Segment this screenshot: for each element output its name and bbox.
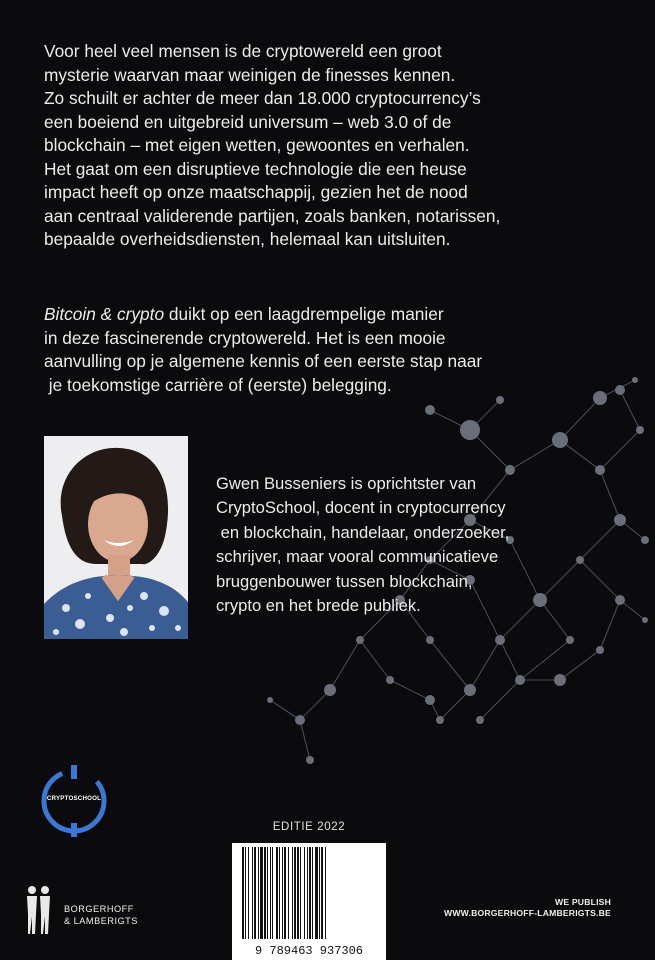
barcode-bar: [294, 847, 296, 939]
publisher-name-line: & LAMBERIGTS: [64, 915, 138, 926]
intro-line: impact heeft op onze maatschappij, gezien het de nood: [44, 182, 468, 202]
publisher-name-line: BORGERHOFF: [64, 904, 134, 914]
intro-line: Het gaat om een disruptieve technologie die een heuse: [44, 158, 467, 179]
barcode-bar: [252, 847, 253, 939]
summary-line: aanvulling op je algemene kennis of een eerste stap naar: [44, 351, 483, 371]
edition-label: EDITIE 2022: [272, 821, 346, 833]
barcode-bar: [288, 847, 289, 939]
intro-line: aan centraal validerende partijen, zoals banken, notarissen,: [44, 205, 501, 226]
barcode-bar: [304, 847, 305, 939]
barcode-digits: 9 789463 937306: [254, 944, 364, 958]
barcode-bar: [260, 847, 263, 939]
summary-paragraph: [44, 303, 624, 397]
intro-line: een boeiend en uitgebreid universum – web 3.0 of de: [44, 111, 452, 132]
barcode-bar: [245, 847, 246, 939]
barcode-bar: [325, 847, 326, 939]
bio-line: crypto en het brede publiek.: [216, 596, 421, 616]
bio-line: en blockchain, handelaar, onderzoeker,: [216, 522, 510, 542]
barcode-bar: [270, 847, 271, 939]
publisher-info: [444, 897, 611, 919]
barcode-bar: [254, 847, 256, 939]
intro-line: bepaalde overheidsdiensten, helemaal kan uitsluiten.: [44, 229, 451, 249]
barcode-bar: [258, 847, 259, 939]
barcode-bar: [282, 847, 283, 939]
bio-line: CryptoSchool, docent in cryptocurrency: [216, 498, 506, 518]
isbn-barcode: [232, 843, 386, 960]
barcode-bar: [297, 847, 299, 939]
cryptoschool-logo-text: CRYPTOSCHOOL: [46, 795, 102, 802]
barcode-bar: [279, 847, 280, 939]
intro-line: Zo schuilt er achter de meer dan 18.000 cryptocurrency’s: [44, 88, 481, 108]
author-photo: [44, 436, 188, 639]
bio-line: Gwen Busseniers is oprichtster van: [216, 474, 477, 493]
publisher-name: [64, 904, 138, 927]
barcode-bar: [276, 847, 278, 939]
barcode-bar: [292, 847, 293, 939]
summary-line: [44, 303, 624, 327]
barcode-bar: [267, 847, 268, 939]
publisher-website: WWW.BORGERHOFF-LAMBERIGTS.BE: [444, 908, 611, 918]
intro-line: mysterie waarvan maar weinigen de finesses kennen.: [44, 64, 456, 85]
summary-line: in deze fascinerende cryptowereld. Het is een mooie: [44, 327, 446, 348]
bio-line: schrijver, maar vooral communicatieve: [216, 547, 499, 567]
barcode-bar: [242, 847, 244, 939]
barcode-bar: [284, 847, 286, 939]
barcode-bar: [319, 847, 320, 939]
book-title: Bitcoin & crypto: [44, 304, 165, 324]
barcode-bar: [248, 847, 249, 939]
publisher-figures-icon: [24, 884, 54, 936]
author-bio: [216, 472, 616, 618]
intro-line: Voor heel veel mensen is de cryptowereld een groot: [44, 41, 442, 61]
barcode-bar: [309, 847, 311, 939]
summary-line-rest: duikt op een laagdrempelige manier: [164, 304, 444, 324]
barcode-bar: [315, 847, 318, 939]
publisher-slogan: WE PUBLISH: [555, 897, 611, 907]
intro-paragraph: [44, 40, 624, 252]
barcode-bar: [272, 847, 273, 939]
summary-line: je toekomstige carrière of (eerste) belegging.: [44, 374, 392, 395]
barcode-bar: [312, 847, 313, 939]
barcode-bar: [300, 847, 301, 939]
barcode-bar: [307, 847, 308, 939]
bio-line: bruggenbouwer tussen blockchain,: [216, 571, 473, 591]
intro-line: blockchain – met eigen wetten, gewoontes en verhalen.: [44, 135, 470, 155]
barcode-bar: [321, 847, 323, 939]
barcode-bar: [264, 847, 266, 939]
